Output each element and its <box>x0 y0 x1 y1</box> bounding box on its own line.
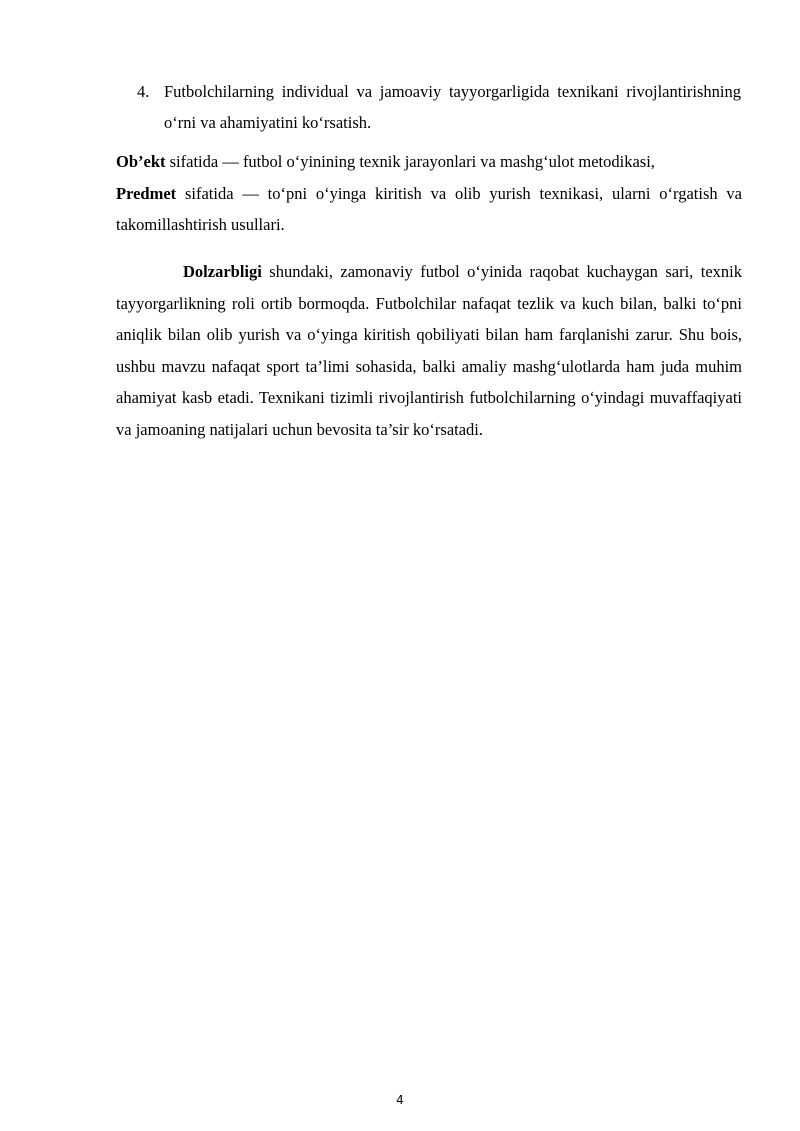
relevance-text: shundaki, zamonaviy futbol o‘yinida raqobat kuchaygan sari, texnik tayyorgarlikning roli ortib bormoqda. Futbolchilar nafaqat tezlik va kuch bilan, balki to‘pni aniqlik bilan olib yurish va o‘yinga kiritish qobiliyati bilan ham farqlanishi zarur. Shu bois, ushbu mavzu nafaqat sport ta’limi sohasida, balki amaliy mashg‘ulotlarda ham juda muhim ahamiyat kasb etadi. Texnikani tizimli rivojlantirish futbolchilarning o‘yindagi muvaffaqiyati va jamoaning natijalari uchun bevosita ta’sir ko‘rsatadi. <box>116 262 742 439</box>
object-subject-paragraph <box>116 146 742 241</box>
list-item-text: Futbolchilarning individual va jamoaviy tayyorgarligida texnikani rivojlantirishning o‘rni va ahamiyatini ko‘rsatish. <box>164 82 741 132</box>
relevance-label: Dolzarbligi <box>183 262 262 281</box>
predmet-label: Predmet <box>116 183 177 203</box>
obekt-text: sifatida — futbol o‘yinining texnik jarayonlari va mashg‘ulot metodikasi, <box>165 152 655 171</box>
obekt-label: Ob’ekt <box>116 152 166 171</box>
list-item-number: 4. <box>137 82 150 101</box>
page-number: 4 <box>396 1093 404 1107</box>
predmet-text: sifatida — to‘pni o‘yinga kiritish va olib yurish texnikasi, ularni o‘rgatish va takomillashtirish usullari. <box>116 183 742 234</box>
numbered-list-item <box>137 76 741 138</box>
relevance-paragraph <box>116 256 742 445</box>
